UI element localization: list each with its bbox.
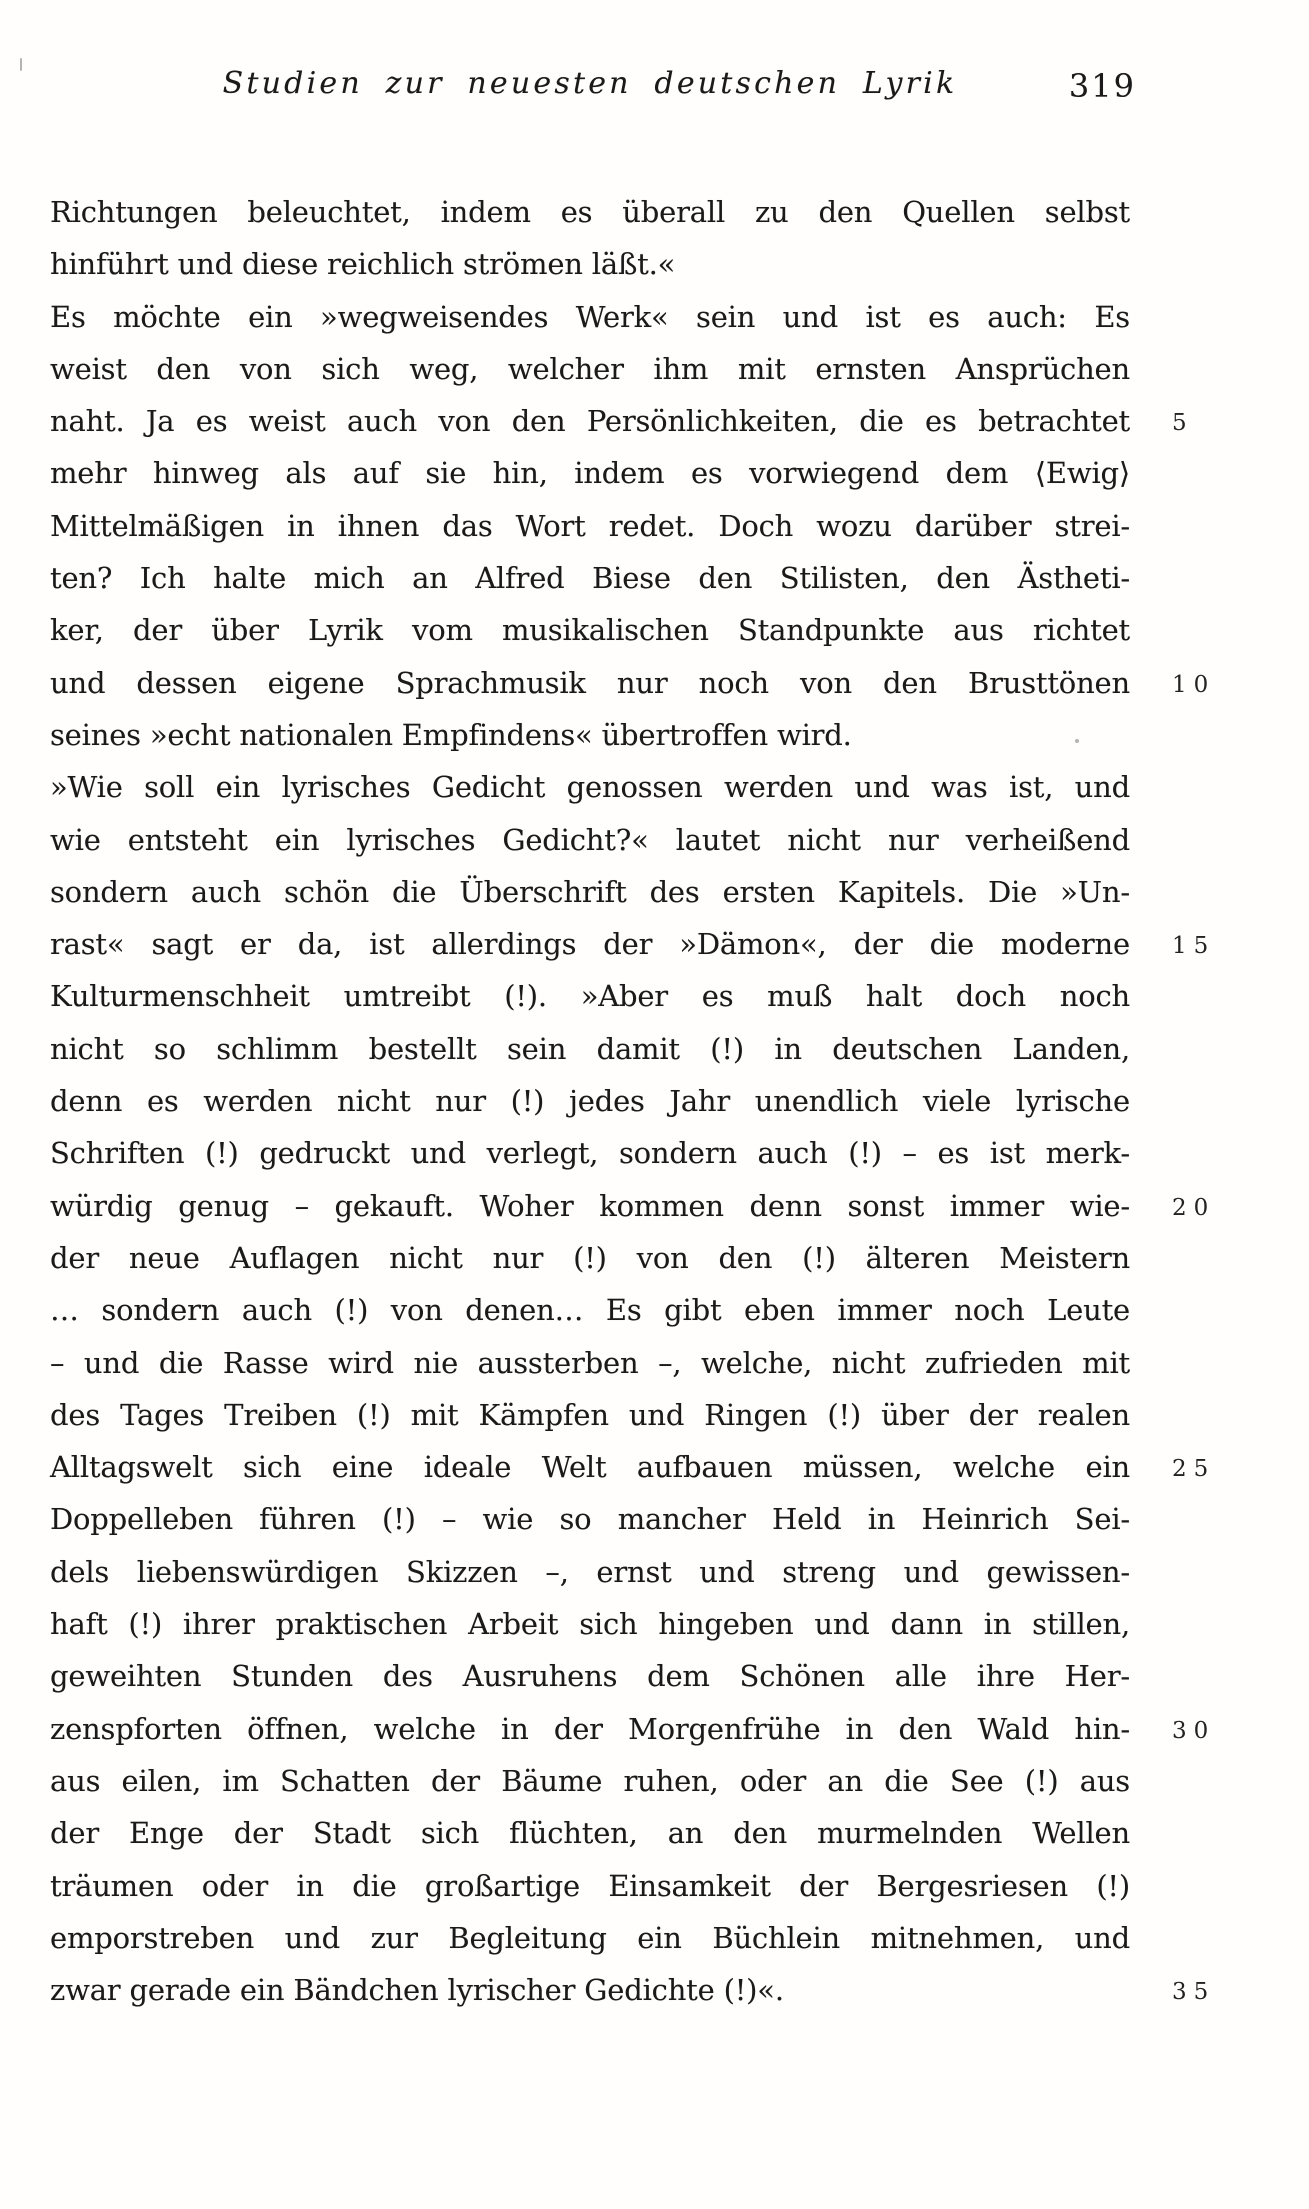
text-line [50, 395, 1194, 447]
text-line-content: ten? Ich halte mich an Alfred Biese den Stilisten, den Ästheti- [50, 561, 1130, 596]
text-line-content: Mittelmäßigen in ihnen das Wort redet. Doch wozu darüber strei- [50, 508, 1130, 543]
text-line [50, 1023, 1130, 1075]
text-line [50, 1337, 1130, 1389]
text-line [50, 1441, 1216, 1493]
text-line [50, 1964, 1216, 2016]
margin-line-number: 35 [1172, 1979, 1216, 2006]
text-line-content: der neue Auflagen nicht nur (!) von den (!) älteren Meistern [50, 1240, 1130, 1275]
text-line [50, 1703, 1216, 1755]
text-line [50, 447, 1130, 499]
text-line-content: ker, der über Lyrik vom musikalischen Standpunkte aus richtet [50, 613, 1130, 648]
text-line-content: geweihten Stunden des Ausruhens dem Schönen alle ihre Her- [50, 1659, 1130, 1694]
text-line-content: Richtungen beleuchtet, indem es überall zu den Quellen selbst [50, 195, 1130, 229]
text-line [50, 1755, 1130, 1807]
margin-line-number: 25 [1172, 1456, 1216, 1483]
text-line [50, 918, 1216, 970]
text-line [50, 1180, 1216, 1232]
text-line-content: … sondern auch (!) von denen… Es gibt eben immer noch Leute [50, 1293, 1130, 1328]
text-line [50, 343, 1130, 395]
margin-line-number: 10 [1172, 671, 1216, 698]
text-line [50, 604, 1130, 656]
text-line-content: und dessen eigene Sprachmusik nur noch von den Brusttönen [50, 665, 1130, 700]
text-line-content: zenspforten öffnen, welche in der Morgenfrühe in den Wald hin- [50, 1711, 1130, 1746]
text-line-content: der Enge der Stadt sich flüchten, an den murmelnden Wellen [50, 1816, 1130, 1851]
text-line [50, 1807, 1130, 1859]
text-line [50, 1232, 1130, 1284]
text-line [50, 970, 1130, 1022]
text-line-content: würdig genug – gekauft. Woher kommen denn sonst immer wie- [50, 1188, 1130, 1223]
text-line-content: haft (!) ihrer praktischen Arbeit sich hingeben und dann in stillen, [50, 1607, 1130, 1642]
body-text-block [50, 186, 1216, 2016]
text-line [50, 761, 1130, 813]
running-header [50, 66, 1136, 114]
text-line [50, 1598, 1130, 1650]
running-header-title: Studien zur neuesten deutschen Lyrik [222, 66, 958, 101]
text-line [50, 1650, 1130, 1702]
text-line-content: aus eilen, im Schatten der Bäume ruhen, oder an die See (!) aus [50, 1763, 1130, 1798]
margin-line-number: 20 [1172, 1194, 1216, 1221]
text-line-content: sondern auch schön die Überschrift des ersten Kapitels. Die »Un- [50, 874, 1130, 909]
text-line [50, 1912, 1130, 1964]
text-line-content: dels liebenswürdigen Skizzen –, ernst und streng und gewissen- [50, 1554, 1130, 1589]
text-line [50, 814, 1130, 866]
margin-line-number: 15 [1172, 933, 1216, 960]
text-line [50, 866, 1130, 918]
text-line [50, 552, 1130, 604]
text-line-content: rast« sagt er da, ist allerdings der »Dämon«, der die moderne [50, 927, 1130, 962]
text-line-content: denn es werden nicht nur (!) jedes Jahr unendlich viele lyrische [50, 1084, 1130, 1119]
text-line-content: wie entsteht ein lyrisches Gedicht?« lautet nicht nur verheißend [50, 822, 1130, 857]
page-number: 319 [1068, 67, 1136, 105]
margin-line-number: 30 [1172, 1717, 1216, 1744]
text-line [50, 1546, 1130, 1598]
text-line [50, 1284, 1130, 1336]
text-line [50, 291, 1130, 343]
text-line-content: weist den von sich weg, welcher ihm mit ernsten Ansprüchen [50, 351, 1130, 386]
text-line-content: naht. Ja es weist auch von den Persönlichkeiten, die es betrachtet [50, 404, 1130, 439]
text-line [50, 1860, 1130, 1912]
text-line-content: »Wie soll ein lyrisches Gedicht genossen werden und was ist, und [50, 770, 1130, 805]
text-line-content: Schriften (!) gedruckt und verlegt, sondern auch (!) – es ist merk- [50, 1136, 1130, 1171]
text-line [50, 500, 1130, 552]
text-line [50, 238, 1130, 290]
scan-artifact [441, 468, 444, 471]
text-line-content: mehr hinweg als auf sie hin, indem es vorwiegend dem ⟨Ewig⟩ [50, 456, 1130, 491]
text-line-content: hinführt und diese reichlich strömen läßt.« [50, 247, 676, 282]
scan-artifact [20, 58, 22, 71]
text-line [50, 709, 1130, 761]
text-line [50, 1075, 1130, 1127]
text-line-content: nicht so schlimm bestellt sein damit (!) in deutschen Landen, [50, 1031, 1130, 1066]
text-line [50, 186, 1130, 238]
text-line-content: zwar gerade ein Bändchen lyrischer Gedichte (!)«. [50, 1973, 784, 2008]
text-line-content: – und die Rasse wird nie aussterben –, welche, nicht zufrieden mit [50, 1345, 1130, 1380]
text-line [50, 1127, 1130, 1179]
text-line [50, 1493, 1130, 1545]
text-line [50, 1389, 1130, 1441]
text-line-content: Kulturmenschheit umtreibt (!). »Aber es muß halt doch noch [50, 979, 1130, 1014]
margin-line-number: 5 [1172, 410, 1194, 437]
text-line-content: emporstreben und zur Begleitung ein Büchlein mitnehmen, und [50, 1920, 1130, 1955]
text-line-content: träumen oder in die großartige Einsamkeit der Bergesriesen (!) [50, 1868, 1130, 1903]
text-line [50, 657, 1216, 709]
text-line-content: Doppelleben führen (!) – wie so mancher Held in Heinrich Sei- [50, 1502, 1130, 1537]
scan-artifact [1075, 739, 1079, 743]
text-line-content: Es möchte ein »wegweisendes Werk« sein und ist es auch: Es [50, 299, 1130, 334]
text-line-content: des Tages Treiben (!) mit Kämpfen und Ringen (!) über der realen [50, 1397, 1130, 1432]
text-line-content: seines »echt nationalen Empfindens« übertroffen wird. [50, 717, 852, 752]
text-line-content: Alltagswelt sich eine ideale Welt aufbauen müssen, welche ein [50, 1450, 1130, 1485]
